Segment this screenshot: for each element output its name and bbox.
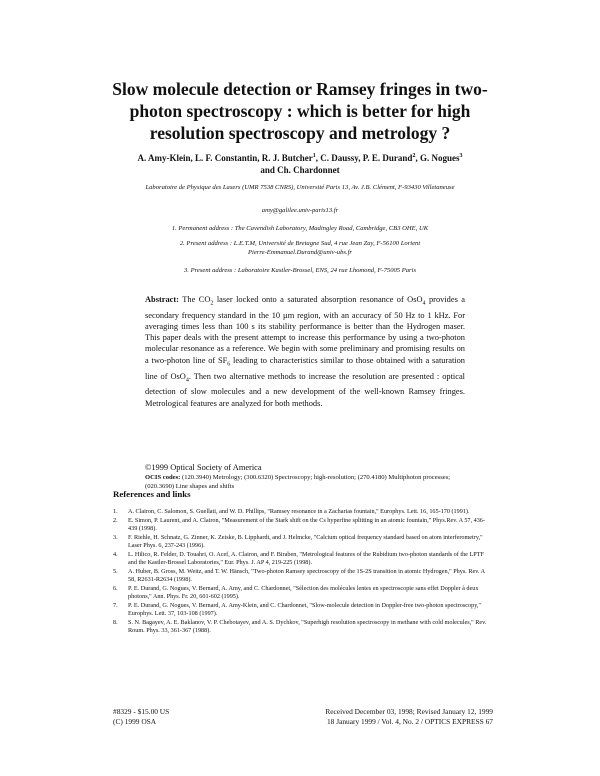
abstract-sub-3: 6	[227, 361, 231, 368]
contact-email: amy@galilee.univ-paris13.fr	[261, 207, 339, 214]
reference-text: A. Clairon, C. Salomon, S. Guellati, and W. D. Phillips, "Ramsey resonance in a Zacharias fountain," Europhys. Lett. 16, 165-170 (1991).	[128, 508, 470, 515]
abstract-text-1: The CO	[178, 295, 211, 304]
footer-document-number: #8329 - $15.00 US	[113, 707, 170, 716]
authors-text-3: , G. Nogues	[415, 153, 460, 163]
author-list	[100, 150, 500, 176]
reference-item	[113, 602, 493, 618]
reference-number: 8.	[113, 619, 118, 627]
abstract-sub-2: 4	[422, 300, 426, 307]
abstract-label: Abstract:	[145, 295, 179, 304]
reference-number: 5.	[113, 568, 118, 576]
reference-item	[113, 585, 493, 601]
footnote-1: 1. Permanent address : The Cavendish Laboratory, Madingley Road, Cambridge, CB3 OHE, UK	[171, 225, 429, 232]
reference-number: 1.	[113, 508, 118, 515]
abstract-sub-4: 4	[185, 377, 189, 384]
reference-text: P. E. Durand, G. Nogues, V. Bernard, A. Amy-Klein, and C. Chardonnet, "Slow-molecule detection in Doppler-free two-photon spectroscopy," Europhys. Lett. 37, 103-108 (1997).	[128, 602, 481, 617]
reference-text: L. Hilico, R. Felder, D. Touahri, O. Acef, A. Clairon, and F. Biraben, "Metrological features of the Rubidium two-photon standards of the LPTF and the Kastler-Brossel Laboratories," Eur. Phys. J. AP 4, 219-225 (1998).	[128, 551, 484, 566]
footer-row-2	[113, 717, 493, 727]
author-sup-3: 3	[459, 153, 463, 159]
footer-copyright: (C) 1999 OSA	[113, 717, 157, 726]
footer-row-1	[113, 707, 493, 717]
reference-text: S. N. Bagayev, A. E. Baklanov, V. P. Chebotayev, and A. S. Dychkov, "Superhigh resolution spectroscopy in methane with cold molecules," Rev. Roum. Phys. 33, 361-367 (1988).	[128, 619, 487, 634]
abstract-text-3: provides a secondary frequency standard in the 10 µm region, with an accuracy of 50 Hz to 1 kHz. For averaging times less than 100 s its stability performance is better than the Hydrogen maser. This paper deals with the present attempt to increase this performance by using a two-photon molecular resonance as a reference. We begin with some preliminary and promising results on a two-photon line of SF	[145, 295, 466, 365]
paper-title: Slow molecule detection or Ramsey fringes in two-photon spectroscopy : which is better for high resolution spectroscopy and metrology ?	[112, 79, 488, 143]
author-sup-2: 2	[412, 153, 416, 159]
reference-item	[113, 551, 493, 567]
abstract-text-5: . Then two alternative methods to increase the resolution are presented : optical detection of slow molecules and a new development of the well-known Ramsey fringes. Metrological features are analyzed for both methods.	[145, 371, 465, 408]
footnote-2-line-1: 2. Present address : L.E.T.M, Université de Bretagne Sud, 4 rue Jean Zay, F-56100 Lorient	[179, 240, 421, 247]
reference-item	[113, 568, 493, 584]
authors-text-2: , C. Daussy, P. E. Durand	[315, 153, 413, 163]
reference-text: P. E. Durand, G. Nogues, V. Bernard, A. Amy, and C. Chardonnet, "Sélection des molécules lentes en spectroscopie sans effet Doppler à deux photons," Ann. Phys. Fr. 20, 601-602 (1995).	[128, 585, 479, 600]
reference-item	[113, 508, 493, 516]
reference-item	[113, 534, 493, 550]
reference-list	[113, 508, 493, 636]
copyright-line: ©1999 Optical Society of America	[145, 463, 262, 472]
abstract-sub-1: 2	[210, 300, 214, 307]
author-sup-1: 1	[312, 153, 316, 159]
footer-journal-info: 18 January 1999 / Vol. 4, No. 2 / OPTICS EXPRESS 67	[326, 717, 493, 726]
footnote-2-line-2: Pierre-Emmanuel.Durand@univ-ubs.fr	[248, 249, 352, 256]
reference-number: 2.	[113, 517, 118, 525]
reference-number: 7.	[113, 602, 118, 610]
ocis-codes	[145, 474, 465, 491]
footnote-3: 3. Present address : Laboratoire Kastler-Brossel, ENS, 24 rue Lhomond, F-75005 Paris	[183, 267, 417, 274]
reference-number: 4.	[113, 551, 118, 559]
authors-text-1: A. Amy-Klein, L. F. Constantin, R. J. Butcher	[137, 153, 313, 163]
footnote-2	[40, 239, 560, 257]
reference-item	[113, 517, 493, 533]
reference-text: F. Riehle, H. Schnatz, G. Zinner, K. Zeiske, B. Lipphardt, and J. Helmcke, "Calcium optical frequency standard based on atom interferometry," Laser Phys. 6, 237-243 (1996).	[128, 534, 483, 549]
ocis-text: (120.3940) Metrology; (300.6320) Spectroscopy; high-resolution; (270.4180) Multiphoton processes; (020.3690) Line shapes and shifts	[145, 474, 451, 490]
affiliation: Laboratoire de Physique des Lasers (UMR 7538 CNRS), Université Paris 13, Av. J.B. Clément, F-93430 Villetaneuse	[145, 184, 455, 191]
reference-item	[113, 619, 493, 635]
reference-text: A. Huber, B. Gross, M. Weitz, and T. W. Hänsch, "Two-photon Ramsey spectroscopy of the 1S-2S transition in atomic Hydrogen," Phys. Rev. A 58, R2631-R2634 (1998).	[128, 568, 485, 583]
reference-number: 6.	[113, 585, 118, 593]
page-footer	[113, 707, 493, 727]
reference-number: 3.	[113, 534, 118, 542]
abstract	[145, 294, 465, 409]
references-heading: References and links	[113, 489, 191, 499]
ocis-label: OCIS codes:	[145, 474, 181, 481]
authors-text-4: and Ch. Chardonnet	[260, 165, 340, 175]
abstract-text-4: leading to characteristics similar to those obtained with a saturation line of OsO	[145, 355, 465, 381]
footer-received-dates: Received December 03, 1998; Revised January 12, 1999	[325, 707, 493, 716]
abstract-text-2: laser locked onto a saturated absorption resonance of OsO	[213, 295, 423, 304]
reference-text: E. Simon, P. Laurent, and A. Clairon, "Measurement of the Stark shift on the Cs hyperfine splitting in an atomic fountain," Phys.Rev. A 57, 436-439 (1998).	[128, 517, 485, 532]
